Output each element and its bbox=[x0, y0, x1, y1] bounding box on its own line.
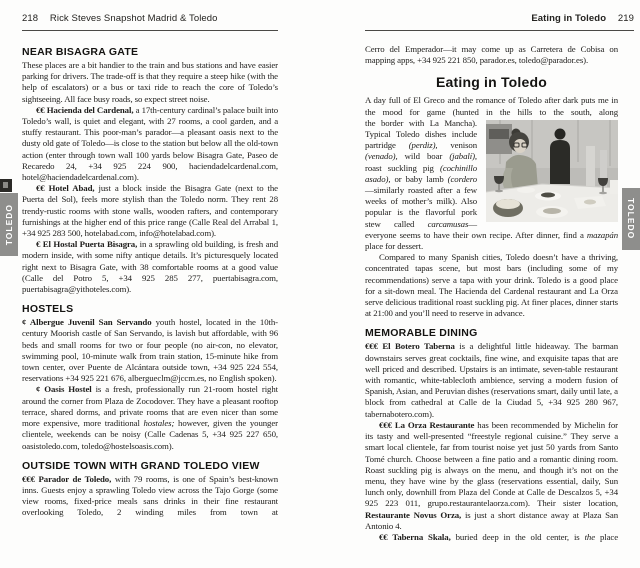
paragraph-tapas bbox=[365, 252, 618, 319]
text-segment: Compared to many Spanish cities, Toledo doesn’t have a thriving, concentrated tapas scene, but most bars (including some of my recommendations) serve a tapa with your drink. Toledo is a good place for a sit-down meal. The Hacienda del Cardenal restaurant and La Orza serve delicious traditional roast suckling pig. At finer places, dinner starts at 21:00 and you’ll need to reserve in advance. bbox=[365, 252, 618, 319]
paragraph-hacienda bbox=[22, 105, 278, 183]
text-segment: €€€ Parador de Toledo, bbox=[22, 473, 112, 484]
paragraph-hotel-abad bbox=[22, 183, 278, 239]
text-segment: place for dessert. bbox=[365, 241, 424, 252]
left-page-number: 218 bbox=[22, 13, 39, 24]
section-heading-near-bisagra: NEAR BISAGRA GATE bbox=[22, 46, 139, 58]
text-segment: with 79 rooms, is one of Spain’s best-known inns. Guests enjoy a sprawling Toledo view across the Tajo Gorge (some view rooms, fixed-price meals sans drinks in their fine restaurant overlooking Toledo, 2 winding miles from town at bbox=[22, 473, 279, 518]
text-segment: venison bbox=[437, 140, 478, 151]
text-segment: €€ Hotel Abad, bbox=[36, 183, 95, 194]
toledo-tab-left-label: TOLEDO bbox=[4, 203, 14, 246]
text-segment: the border with La Mancha). Typical Toledo dishes include partridge bbox=[365, 117, 477, 151]
right-running-header bbox=[365, 13, 634, 24]
paragraph-botero bbox=[365, 341, 618, 419]
text-segment: wild boar bbox=[397, 151, 450, 162]
text-segment: (cochinillo asado), bbox=[365, 162, 477, 184]
text-segment: These places are a bit handier to the train and bus stations and have easier parking for drivers. The trade-off is that they require a steep hike (with the help of escalators) or a bus or taxi ride to reach the core of Toledo’s sightseeing. All face busy roads, so expect street noise. bbox=[22, 60, 278, 104]
text-segment: however, given the younger clientele, weekends can be noisy (Calle Cadenas 5, +34 925 227 650, oasistoledo.com, toledo@hostelsoasis.com). bbox=[22, 418, 278, 451]
text-segment: the bbox=[584, 531, 596, 542]
text-segment: mazapán bbox=[586, 229, 618, 240]
text-segment: buried deep in the old center, is bbox=[450, 531, 585, 542]
paragraph-puerta-bisagra bbox=[22, 239, 278, 295]
text-segment: —similarly roasted after a few weeks of mother’s milk). Also popular is the flavorful pork stew called bbox=[365, 185, 477, 229]
left-running-header bbox=[22, 13, 278, 24]
text-segment: has been recommended by Michelin for its tasty and well-presented “freestyle regional cuisine.” They serve a smart local clientele, far from tourist noise yet just 50 yards from Santo Tomé church. Choose between a fine patio and a romantic dining room. Roast suckling pig is always on the menu, and though it’s not on the menu, they have wine by the glass (reservations essential, daily, Sun lunch only, downhill from Plaza del Conde at Calle de Descalzos 5, +34 925 223 011, grupo.restaurantelaorza.com). Their sister location, bbox=[365, 419, 618, 509]
dining-photo-illustration bbox=[486, 120, 618, 222]
text-segment: in a sprawling old building, is fresh and modern inside, with some nifty antique details. It’s picturesquely located right next to Bisagra Gate, with 38 comfortable rooms at a good value (Calle del Potro 5, +34 925 285 277, puertabisagra.com, puertabisagra@yithoteles.com). bbox=[22, 239, 278, 295]
text-segment: ¢ Albergue Juvenil San Servando bbox=[22, 317, 152, 328]
paragraph-intro-with-photo bbox=[365, 118, 618, 252]
text-segment: €€ Taberna Skala, bbox=[379, 531, 451, 542]
text-segment: ¢ Oasis Hostel bbox=[36, 384, 92, 395]
text-segment: € El Hostal Puerta Bisagra, bbox=[36, 239, 138, 250]
text-segment: is a fresh, professionally run 21-room hostel right around the corner from Plaza de Zocodover. They have a pleasant rooftop terrace, shared dorms, and private rooms that are even nicer than some more expensive, more traditional bbox=[22, 384, 278, 429]
paragraph-la-orza bbox=[365, 420, 618, 532]
right-page-number: 219 bbox=[617, 13, 634, 24]
paragraph-near-intro bbox=[22, 60, 278, 105]
text-segment: just a block inside the Bisagra Gate (next to the Puerta del Sol), feels more stylish than the Toledo norm. They rent 28 trendy-rustic rooms with stone walls, wooden rafters, and contemporary furnishings at the higher end of this price range (Calle Real del Arrabal 1, +34 925 283 500, hotelabad.com, info@hotelabad.com). bbox=[22, 183, 278, 239]
dining-photo bbox=[486, 120, 618, 222]
paragraph-parador bbox=[22, 474, 278, 519]
text-segment: hostales; bbox=[143, 418, 175, 429]
section-heading-outside-town: OUTSIDE TOWN WITH GRAND TOLEDO VIEW bbox=[22, 459, 260, 472]
text-segment: a 17th-century cardinal’s palace built into Toledo’s wall, is quiet and elegant, with 27 rooms, a cool garden, and a stuffy restaurant. This poor-man’s parador—a pleasant oasis next to the dusty old gate of Toledo—is close to the station but below all the old-town action (enter through town wall 100 yards below Bisagra Gate, Paseo de Recaredo 24, +34 925 224 900, haciendadelcardenal.com, hotel@haciendadelcardenal.com). bbox=[22, 104, 279, 183]
paragraph-intro-lead bbox=[365, 95, 618, 117]
text-segment: roast suckling pig bbox=[365, 162, 440, 173]
text-segment: (venado), bbox=[365, 151, 398, 162]
paragraph-taberna-skala bbox=[365, 532, 618, 543]
text-segment: (cordero bbox=[447, 173, 477, 184]
paragraph-oasis bbox=[22, 384, 278, 451]
text-segment: Cerro del Emperador—it may come up as Carretera de Cobisa on mapping apps, +34 925 221 850, parador.es, toledo@parador.es). bbox=[365, 44, 618, 66]
left-page-body bbox=[22, 44, 278, 519]
section-heading-memorable-dining: MEMORABLE DINING bbox=[365, 327, 478, 340]
right-header-rule bbox=[365, 30, 634, 31]
toledo-tab-left bbox=[0, 193, 18, 256]
paragraph-parador-continued bbox=[365, 44, 618, 66]
right-section-title: Eating in Toledo bbox=[531, 13, 607, 24]
toledo-tab-right-label: TOLEDO bbox=[626, 198, 636, 240]
text-segment: is a delightful little hideaway. The barman downstairs serves great cocktails, fine wine, and exquisite tapas that are well priced and described. Upstairs is an intimate, seven-table restaurant with romantic, white-tablecloth ambience, serving a modern fusion of Spanish, Asian, and Peruvian dishes (reservations smart, daily until late, a block from cathedral at Calle de la Ciudad 5, +34 925 280 967, tabernabotero.com). bbox=[365, 341, 618, 419]
left-header-rule bbox=[22, 30, 278, 31]
right-page-body bbox=[365, 44, 618, 543]
section-heading-hostels: HOSTELS bbox=[22, 303, 74, 316]
paragraph-albergue bbox=[22, 317, 278, 384]
toledo-tab-right bbox=[622, 188, 640, 250]
text-segment: €€ Hacienda del Cardenal, bbox=[36, 104, 134, 115]
text-segment: is just a short distance away at Plaza San Antonio 4. bbox=[365, 509, 619, 531]
chapter-heading-eating-in-toledo: Eating in Toledo bbox=[435, 74, 548, 91]
text-segment: Restaurante Novus Orza, bbox=[365, 509, 462, 520]
text-segment: youth hostel, located in the 10th-century Moorish castle of San Servando, is lavish but affordable, with 96 beds and small rooms for two or four people (no air-con, no elevator, swimming pool, 10-minute walk from train station, 15-minute hike from town center, over Puente de Alcántara outside town, +34 925 224 554, reservations +34 925 221 676, albergueclm@jccm.es, no English spoken). bbox=[22, 317, 278, 384]
text-segment: —everyone seems to have their own recipe. After dinner, find a bbox=[365, 218, 587, 240]
text-segment: carcamusas bbox=[427, 218, 469, 229]
text-segment: €€€ El Botero Taberna bbox=[365, 341, 455, 352]
text-segment: (perdiz), bbox=[408, 140, 438, 151]
text-segment: place bbox=[595, 531, 619, 542]
page-edge-mark bbox=[0, 179, 12, 192]
text-segment: A day full of El Greco and the romance of Toledo after dark puts me in the mood for game (hunted in the hills to the south, along bbox=[365, 95, 618, 117]
text-segment: or baby lamb bbox=[390, 173, 448, 184]
text-segment: (jabalí), bbox=[449, 151, 477, 162]
text-segment: €€€ La Orza Restaurante bbox=[379, 419, 475, 430]
left-book-title: Rick Steves Snapshot Madrid & Toledo bbox=[49, 13, 218, 24]
